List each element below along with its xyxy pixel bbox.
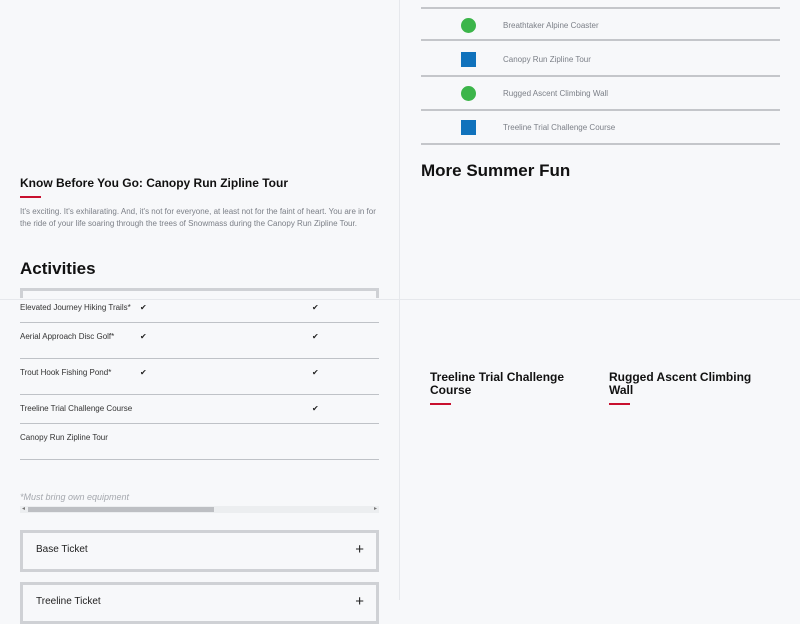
plus-icon[interactable]: + (355, 541, 364, 558)
checkmark-icon: ✔ (312, 404, 319, 413)
accordion-base-ticket[interactable] (20, 530, 379, 572)
scroll-right-arrow-icon[interactable]: ▸ (373, 506, 377, 512)
equipment-footnote: *Must bring own equipment (20, 492, 130, 502)
activity-name: Aerial Approach Disc Golf* (20, 332, 115, 341)
checkmark-icon: ✔ (312, 368, 319, 377)
know-before-section (20, 176, 380, 230)
legend-label: Rugged Ascent Climbing Wall (503, 89, 609, 98)
legend-row (421, 77, 780, 111)
activities-heading: Activities (20, 259, 96, 278)
blue-square-icon (461, 52, 476, 67)
activity-name: Elevated Journey Hiking Trails* (20, 303, 131, 312)
know-before-title: Know Before You Go: Canopy Run Zipline Tour (20, 176, 288, 190)
card-title[interactable]: Treeline Trial Challenge Course (430, 370, 565, 397)
legend-row (421, 7, 780, 41)
card-rugged-ascent[interactable] (609, 371, 769, 405)
more-summer-fun-heading: More Summer Fun (421, 161, 571, 180)
green-circle-icon (461, 18, 476, 33)
legend-label: Breathtaker Alpine Coaster (503, 21, 599, 30)
checkmark-icon: ✔ (140, 332, 147, 341)
accordion-label: Treeline Ticket (36, 596, 101, 607)
table-row (20, 323, 379, 359)
know-before-description: It's exciting. It's exhilarating. And, it's not for everyone, at least not for the faint of heart. You are in for the ride of your life soaring through the trees of Snowmass during the Canopy Run Zipline Tour. (20, 207, 376, 228)
quadrant-divider-vertical (399, 0, 400, 600)
checkmark-icon: ✔ (312, 332, 319, 341)
title-accent-bar (609, 403, 630, 405)
legend-row (421, 111, 780, 145)
table-row (20, 359, 379, 395)
plus-icon[interactable]: + (355, 593, 364, 610)
title-accent-bar (20, 196, 41, 198)
legend-label: Canopy Run Zipline Tour (503, 55, 591, 64)
title-accent-bar (430, 403, 451, 405)
activity-name: Trout Hook Fishing Pond* (20, 368, 112, 377)
activity-name: Canopy Run Zipline Tour (20, 433, 108, 442)
card-treeline-trial[interactable] (430, 371, 590, 405)
card-title[interactable]: Rugged Ascent Climbing Wall (609, 370, 752, 397)
table-row (20, 395, 379, 424)
checkmark-icon: ✔ (140, 368, 147, 377)
accordion-label: Base Ticket (36, 544, 88, 555)
legend-row (421, 43, 780, 77)
scroll-left-arrow-icon[interactable]: ◂ (22, 506, 26, 512)
scrollbar-thumb[interactable] (28, 507, 214, 512)
blue-square-icon (461, 120, 476, 135)
table-horizontal-scrollbar[interactable] (20, 506, 379, 513)
table-row (20, 288, 379, 323)
accordion-treeline-ticket[interactable] (20, 582, 379, 624)
legend-label: Treeline Trial Challenge Course (503, 123, 616, 132)
checkmark-icon: ✔ (312, 303, 319, 312)
checkmark-icon: ✔ (140, 303, 147, 312)
activity-name: Treeline Trial Challenge Course (20, 404, 133, 413)
table-row (20, 424, 379, 460)
green-circle-icon (461, 86, 476, 101)
